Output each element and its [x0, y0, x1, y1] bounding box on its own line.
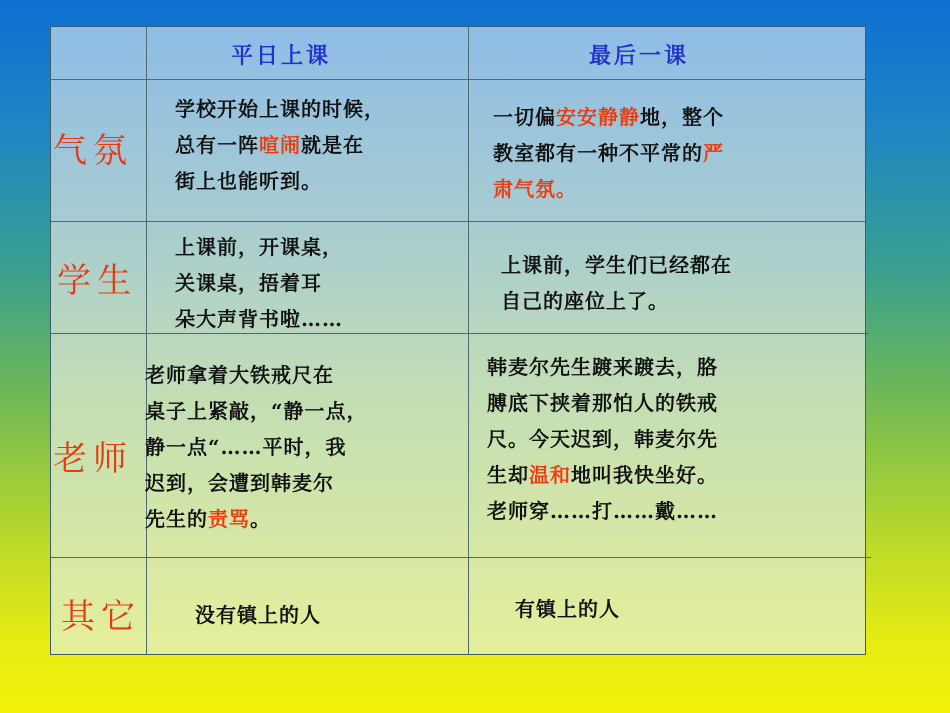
text-line: 膊底下挟着那怕人的铁戒	[487, 391, 718, 415]
row-divider	[51, 557, 871, 558]
other-last-text: 有镇上的人	[515, 597, 620, 621]
atmosphere-last-text	[493, 99, 724, 207]
column-divider	[146, 27, 147, 654]
text-line	[175, 127, 385, 163]
text-line: 静一点“……平时，我	[145, 435, 347, 459]
teacher-last-text	[487, 349, 718, 529]
text-line: 上课前，学生们已经都在	[501, 253, 732, 277]
text-line: 迟到，会遭到韩麦尔	[145, 471, 334, 495]
other-regular-text: 没有镇上的人	[195, 603, 321, 627]
text-line: 韩麦尔先生踱来踱去，胳	[487, 355, 718, 379]
text-span: 一切偏	[493, 105, 556, 129]
text-line: 学校开始上课的时候，	[175, 97, 385, 121]
atmosphere-regular-text	[175, 91, 385, 199]
text-line	[145, 501, 368, 537]
text-line: 街上也能听到。	[175, 169, 322, 193]
text-line: 自己的座位上了。	[501, 289, 669, 313]
text-line: 老师拿着大铁戒尺在	[145, 363, 334, 387]
row-divider	[51, 333, 869, 334]
row-label-teacher: 老师	[53, 439, 133, 479]
text-line	[487, 457, 718, 493]
column-divider	[468, 27, 469, 654]
teacher-regular-text	[145, 357, 368, 537]
students-last-text	[501, 247, 732, 319]
text-line	[493, 99, 724, 135]
row-label-students: 学生	[57, 261, 137, 301]
row-divider	[51, 79, 865, 80]
text-line: 上课前，开课桌，	[175, 235, 343, 259]
text-line: 肃气氛。	[493, 177, 577, 201]
text-span: 生却	[487, 463, 529, 487]
text-span: 就是在	[301, 133, 364, 157]
comparison-table	[50, 26, 866, 655]
text-span: 地，整个	[640, 105, 724, 129]
row-label-other: 其它	[61, 597, 141, 637]
highlight-noisy: 喧闹	[259, 133, 301, 157]
text-line: 尺。今天迟到，韩麦尔先	[487, 427, 718, 451]
highlight-scold: 责骂	[208, 507, 250, 531]
row-label-atmosphere: 气氛	[53, 131, 133, 171]
text-span: 先生的	[145, 507, 208, 531]
text-span: 教室都有一种不平常的	[493, 141, 703, 165]
text-line	[493, 135, 724, 171]
text-line: 关课桌，捂着耳	[175, 271, 322, 295]
row-divider	[51, 221, 865, 222]
highlight-quiet: 安安静静	[556, 105, 640, 129]
text-line: 朵大声背书啦……	[175, 307, 343, 331]
text-span: 地叫我快坐好。	[571, 463, 718, 487]
text-span: 总有一阵	[175, 133, 259, 157]
column-header-regular-class: 平日上课	[231, 44, 332, 69]
highlight-solemn: 严	[703, 141, 724, 165]
column-header-last-class: 最后一课	[589, 44, 690, 69]
text-line: 老师穿……打……戴……	[487, 499, 718, 523]
text-span: 。	[250, 507, 271, 531]
text-line: 桌子上紧敲，“静一点，	[145, 399, 368, 423]
highlight-gentle: 温和	[529, 463, 571, 487]
students-regular-text	[175, 229, 343, 337]
